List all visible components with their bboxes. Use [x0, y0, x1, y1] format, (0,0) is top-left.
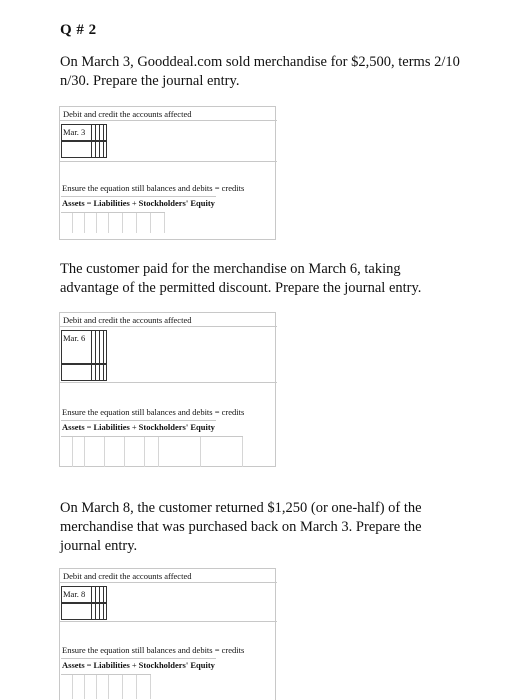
question-prompt-2: The customer paid for the merchandise on March 6, taking advantage of the permitted discount. Prepare the journal entry.	[60, 261, 422, 296]
equation-cell[interactable]	[123, 213, 137, 233]
equation-cell[interactable]	[61, 675, 73, 699]
journal-date-cell[interactable]	[61, 603, 91, 620]
equation-liabilities-label: Liabilities	[93, 198, 130, 208]
equation-cell[interactable]	[159, 437, 201, 467]
equation-cell[interactable]	[109, 675, 123, 699]
equation-input-grid	[61, 436, 243, 467]
equation-title: Ensure the equation still balances and debits = credits	[62, 183, 245, 193]
journal-date-cell[interactable]	[61, 141, 91, 158]
journal-row-credit	[61, 364, 107, 381]
journal-date-cell: Mar. 6	[61, 330, 91, 364]
equation-cell[interactable]	[97, 213, 109, 233]
equation-cell[interactable]	[109, 213, 123, 233]
equation-plus-sign: +	[131, 660, 137, 670]
journal-row-credit	[61, 603, 107, 620]
journal-extra-cell[interactable]	[103, 603, 107, 620]
journal-extra-cell[interactable]	[103, 330, 107, 364]
worksheet-2	[59, 312, 276, 467]
journal-row-debit	[61, 586, 107, 603]
equation-assets-label: Assets	[62, 422, 85, 432]
journal-title: Debit and credit the accounts affected	[63, 571, 192, 581]
equation-cell[interactable]	[85, 213, 97, 233]
equation-title: Ensure the equation still balances and debits = credits	[62, 645, 245, 655]
equation-equity-label: Stockholders' Equity	[138, 422, 215, 432]
equation-cell[interactable]	[145, 437, 159, 467]
equation-cell[interactable]	[73, 437, 85, 467]
equation-assets-label: Assets	[62, 198, 85, 208]
journal-row-debit	[61, 330, 107, 364]
equation-header	[61, 196, 216, 212]
journal-date-cell: Mar. 8	[61, 586, 91, 603]
journal-title: Debit and credit the accounts affected	[63, 109, 192, 119]
equation-equity-label: Stockholders' Equity	[138, 198, 215, 208]
journal-entry-table	[60, 120, 277, 162]
equation-cell[interactable]	[201, 437, 243, 467]
journal-extra-cell[interactable]	[103, 124, 107, 141]
journal-date-cell: Mar. 3	[61, 124, 91, 141]
journal-row-debit	[61, 124, 107, 141]
equation-assets-label: Assets	[62, 660, 85, 670]
equation-title: Ensure the equation still balances and debits = credits	[62, 407, 245, 417]
equation-liabilities-label: Liabilities	[93, 660, 130, 670]
journal-row-credit	[61, 141, 107, 158]
equation-plus-sign: +	[131, 422, 137, 432]
equation-cell[interactable]	[123, 675, 137, 699]
equation-cell[interactable]	[73, 213, 85, 233]
equation-cell[interactable]	[125, 437, 145, 467]
question-prompt-3: On March 8, the customer returned $1,250 (or one-half) of the merchandise that was purchased back on March 3. Prepare the journal entry.	[60, 500, 422, 554]
worksheet-3	[59, 568, 276, 700]
equation-cell[interactable]	[137, 213, 151, 233]
equation-cell[interactable]	[85, 675, 97, 699]
journal-entry-table	[60, 582, 277, 622]
journal-date-cell[interactable]	[61, 364, 91, 381]
equation-equity-label: Stockholders' Equity	[138, 660, 215, 670]
question-prompt-1: On March 3, Gooddeal.com sold merchandise for $2,500, terms 2/10 n/30. Prepare the journal entry.	[60, 54, 460, 89]
equation-cell[interactable]	[137, 675, 151, 699]
equation-equals-sign: =	[86, 198, 92, 208]
equation-cell[interactable]	[61, 437, 73, 467]
equation-cell[interactable]	[151, 213, 165, 233]
equation-cell[interactable]	[97, 675, 109, 699]
equation-header	[61, 658, 216, 674]
equation-equals-sign: =	[86, 422, 92, 432]
equation-liabilities-label: Liabilities	[93, 422, 130, 432]
equation-cell[interactable]	[105, 437, 125, 467]
equation-equals-sign: =	[86, 660, 92, 670]
equation-cell[interactable]	[61, 213, 73, 233]
equation-plus-sign: +	[131, 198, 137, 208]
journal-extra-cell[interactable]	[103, 586, 107, 603]
journal-title: Debit and credit the accounts affected	[63, 315, 192, 325]
journal-extra-cell[interactable]	[103, 364, 107, 381]
equation-input-grid	[61, 674, 151, 699]
equation-cell[interactable]	[85, 437, 105, 467]
worksheet-1	[59, 106, 276, 240]
journal-extra-cell[interactable]	[103, 141, 107, 158]
question-heading: Q # 2	[60, 22, 97, 38]
equation-input-grid	[61, 212, 165, 233]
equation-header	[61, 420, 216, 436]
journal-entry-table	[60, 326, 277, 383]
equation-cell[interactable]	[73, 675, 85, 699]
